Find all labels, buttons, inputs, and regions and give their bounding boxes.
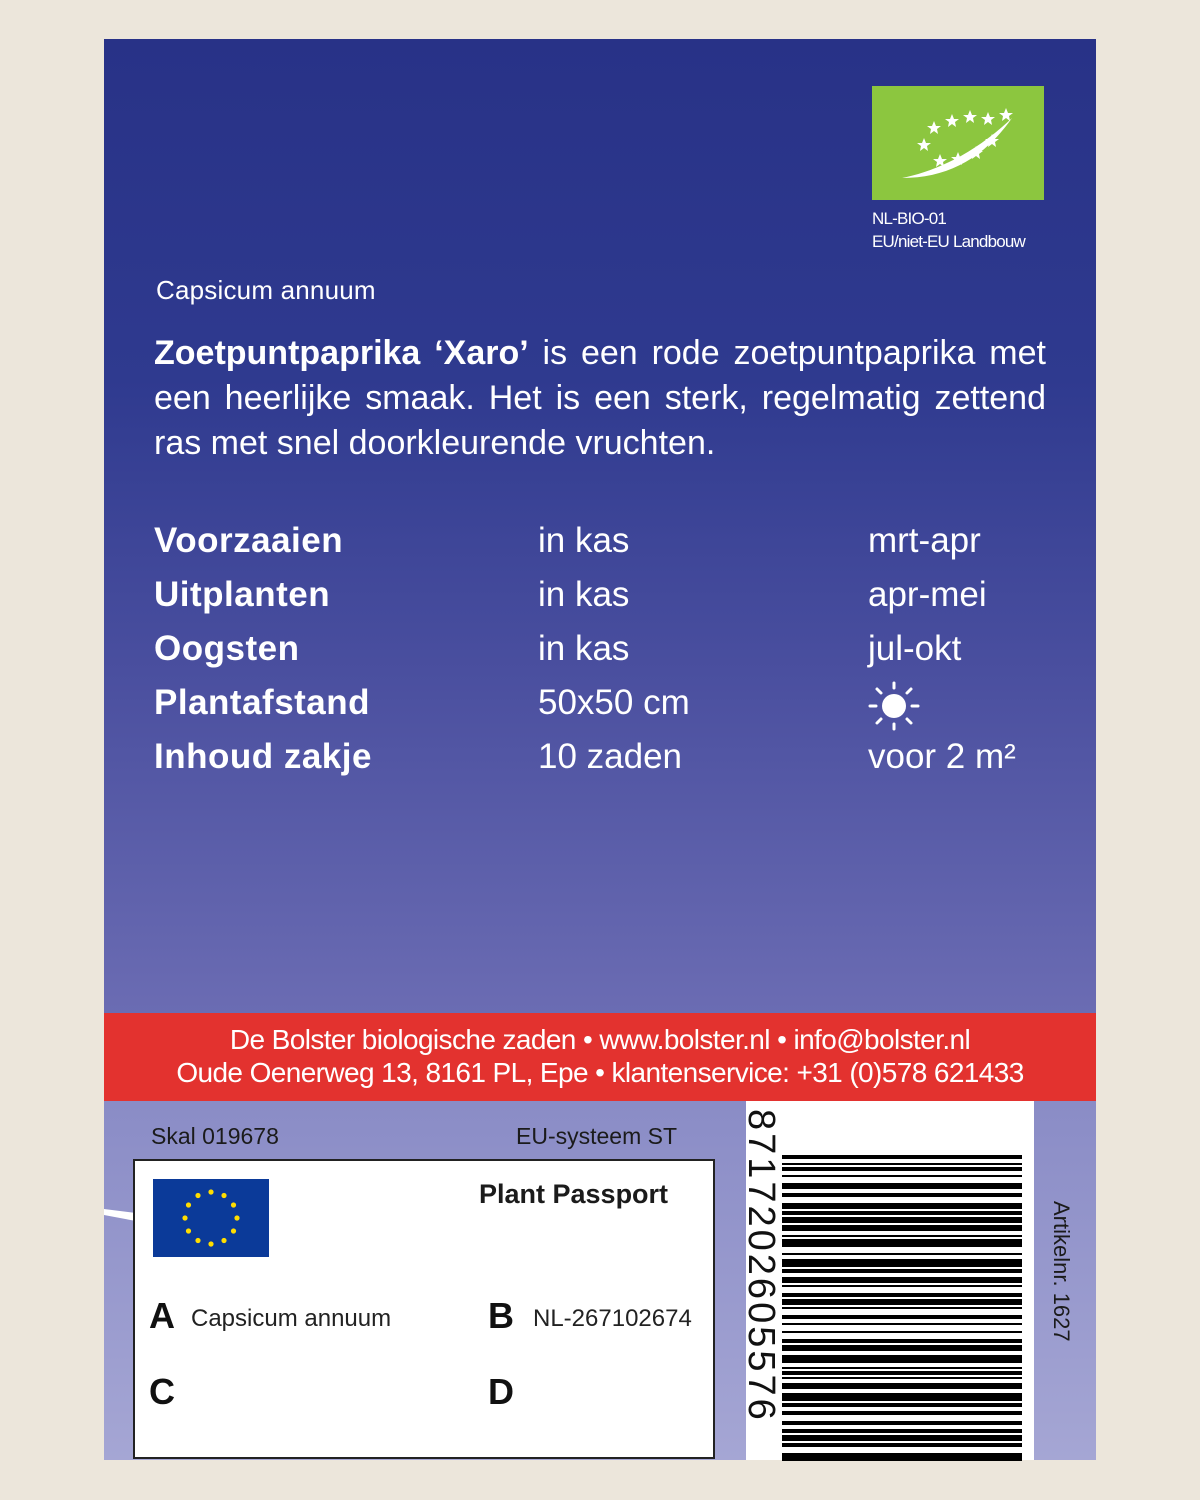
barcode-bar	[782, 1421, 1022, 1425]
info-area: voor 2 m²	[868, 737, 1016, 776]
info-spacing: 50x50 cm	[538, 683, 690, 722]
barcode-bar	[782, 1323, 1022, 1325]
eu-organic-leaf-logo	[872, 86, 1044, 200]
info-location: in kas	[538, 575, 630, 614]
variety-name: Zoetpuntpaprika ‘Xaro’	[154, 334, 529, 372]
barcode-bar	[782, 1411, 1022, 1415]
info-label: Oogsten	[154, 629, 300, 668]
packet-lower-panel	[104, 1101, 1096, 1460]
info-seed-count: 10 zaden	[538, 737, 683, 776]
passport-letter-b: B	[488, 1295, 514, 1336]
seed-packet-back	[104, 39, 1096, 1460]
article-number-container	[1046, 1201, 1076, 1401]
info-period: jul-okt	[868, 629, 962, 668]
eu-star	[221, 1238, 226, 1243]
barcode-bar	[782, 1331, 1022, 1333]
eu-star	[186, 1228, 191, 1233]
company-contact-band	[104, 1013, 1096, 1101]
barcode-bar	[782, 1239, 1022, 1247]
eu-star	[195, 1238, 200, 1243]
barcode-bar	[782, 1371, 1022, 1375]
barcode-bars	[746, 1101, 1034, 1460]
article-number: Artikelnr. 1627	[1049, 1201, 1074, 1342]
barcode-bar	[782, 1435, 1022, 1441]
description-text: is een rode zoetpuntpaprika met een heerlijke smaak. Het is een sterk, regelmatig zettend ras met snel doorkleurende vruchten.	[154, 334, 1046, 462]
info-period: mrt-apr	[868, 521, 981, 560]
packet-upper-panel	[104, 39, 1096, 1013]
info-label: Inhoud zakje	[154, 737, 372, 776]
plant-passport-title: Plant Passport	[479, 1179, 669, 1209]
barcode-bar	[782, 1383, 1022, 1389]
barcode-bar	[782, 1443, 1022, 1447]
info-label: Plantafstand	[154, 683, 371, 722]
variety-description	[154, 331, 1046, 466]
barcode-bar	[782, 1217, 1022, 1223]
eu-star	[182, 1215, 187, 1220]
ean-barcode	[740, 1101, 1034, 1460]
barcode-bar	[782, 1203, 1022, 1209]
company-line-1: De Bolster biologische zaden • www.bolster.nl • info@bolster.nl	[229, 1024, 971, 1055]
barcode-bar	[782, 1345, 1022, 1351]
barcode-bar	[782, 1355, 1022, 1363]
info-label: Uitplanten	[154, 575, 331, 614]
barcode-bar	[782, 1367, 1022, 1369]
barcode-bar	[782, 1285, 1022, 1287]
barcode-bar	[782, 1393, 1022, 1401]
barcode-bar	[782, 1253, 1022, 1255]
eu-star	[221, 1193, 226, 1198]
barcode-bar	[782, 1429, 1022, 1433]
barcode-bar	[782, 1293, 1022, 1297]
skal-number: Skal 019678	[151, 1123, 279, 1149]
organic-certification	[872, 207, 1025, 253]
barcode-bar	[782, 1339, 1022, 1343]
barcode-bar	[782, 1193, 1022, 1197]
barcode-bar	[782, 1163, 1022, 1165]
barcode-bar	[782, 1175, 1022, 1177]
barcode-number: 8717202605576	[740, 1109, 782, 1423]
barcode-bar	[782, 1167, 1022, 1171]
eu-star	[186, 1202, 191, 1207]
info-period: apr-mei	[868, 575, 987, 614]
passport-letter-a: A	[149, 1295, 175, 1336]
barcode-bar	[782, 1183, 1022, 1189]
eu-star	[231, 1202, 236, 1207]
info-location: in kas	[538, 521, 630, 560]
barcode-bar	[782, 1211, 1022, 1215]
barcode-bar	[782, 1225, 1022, 1231]
eu-flag-icon	[153, 1179, 269, 1257]
eu-star	[195, 1193, 200, 1198]
barcode-bar	[782, 1277, 1022, 1283]
passport-botanical-name: Capsicum annuum	[191, 1305, 392, 1332]
barcode-bar	[782, 1259, 1022, 1267]
full-sun-icon	[866, 680, 926, 732]
eu-organic-leaf-icon	[872, 86, 1044, 200]
company-line-2: Oude Oenerweg 13, 8161 PL, Epe • klantenservice: +31 (0)578 621433	[176, 1057, 1024, 1088]
barcode-bar	[782, 1403, 1022, 1407]
eu-star	[208, 1241, 213, 1246]
eu-system: EU-systeem ST	[516, 1123, 678, 1149]
barcode-bar	[782, 1155, 1022, 1159]
barcode-bar	[782, 1453, 1022, 1461]
eu-star	[234, 1215, 239, 1220]
eu-star	[231, 1228, 236, 1233]
decorative-swoosh	[104, 1201, 136, 1231]
info-label: Voorzaaien	[154, 521, 344, 560]
barcode-number-container	[740, 1109, 782, 1459]
barcode-bar	[782, 1377, 1022, 1379]
eu-star	[208, 1189, 213, 1194]
organic-code: NL-BIO-01	[872, 209, 947, 228]
species-name: Capsicum annuum	[156, 275, 376, 305]
barcode-bar	[782, 1235, 1022, 1237]
barcode-bar	[782, 1269, 1022, 1273]
plant-passport	[133, 1159, 715, 1459]
passport-letter-d: D	[488, 1371, 514, 1412]
barcode-bar	[782, 1315, 1022, 1319]
barcode-bar	[782, 1299, 1022, 1305]
organic-origin: EU/niet-EU Landbouw	[872, 232, 1026, 251]
info-location: in kas	[538, 629, 630, 668]
passport-registration-number: NL-267102674	[533, 1305, 692, 1332]
barcode-bar	[782, 1307, 1022, 1309]
passport-letter-c: C	[149, 1371, 175, 1412]
